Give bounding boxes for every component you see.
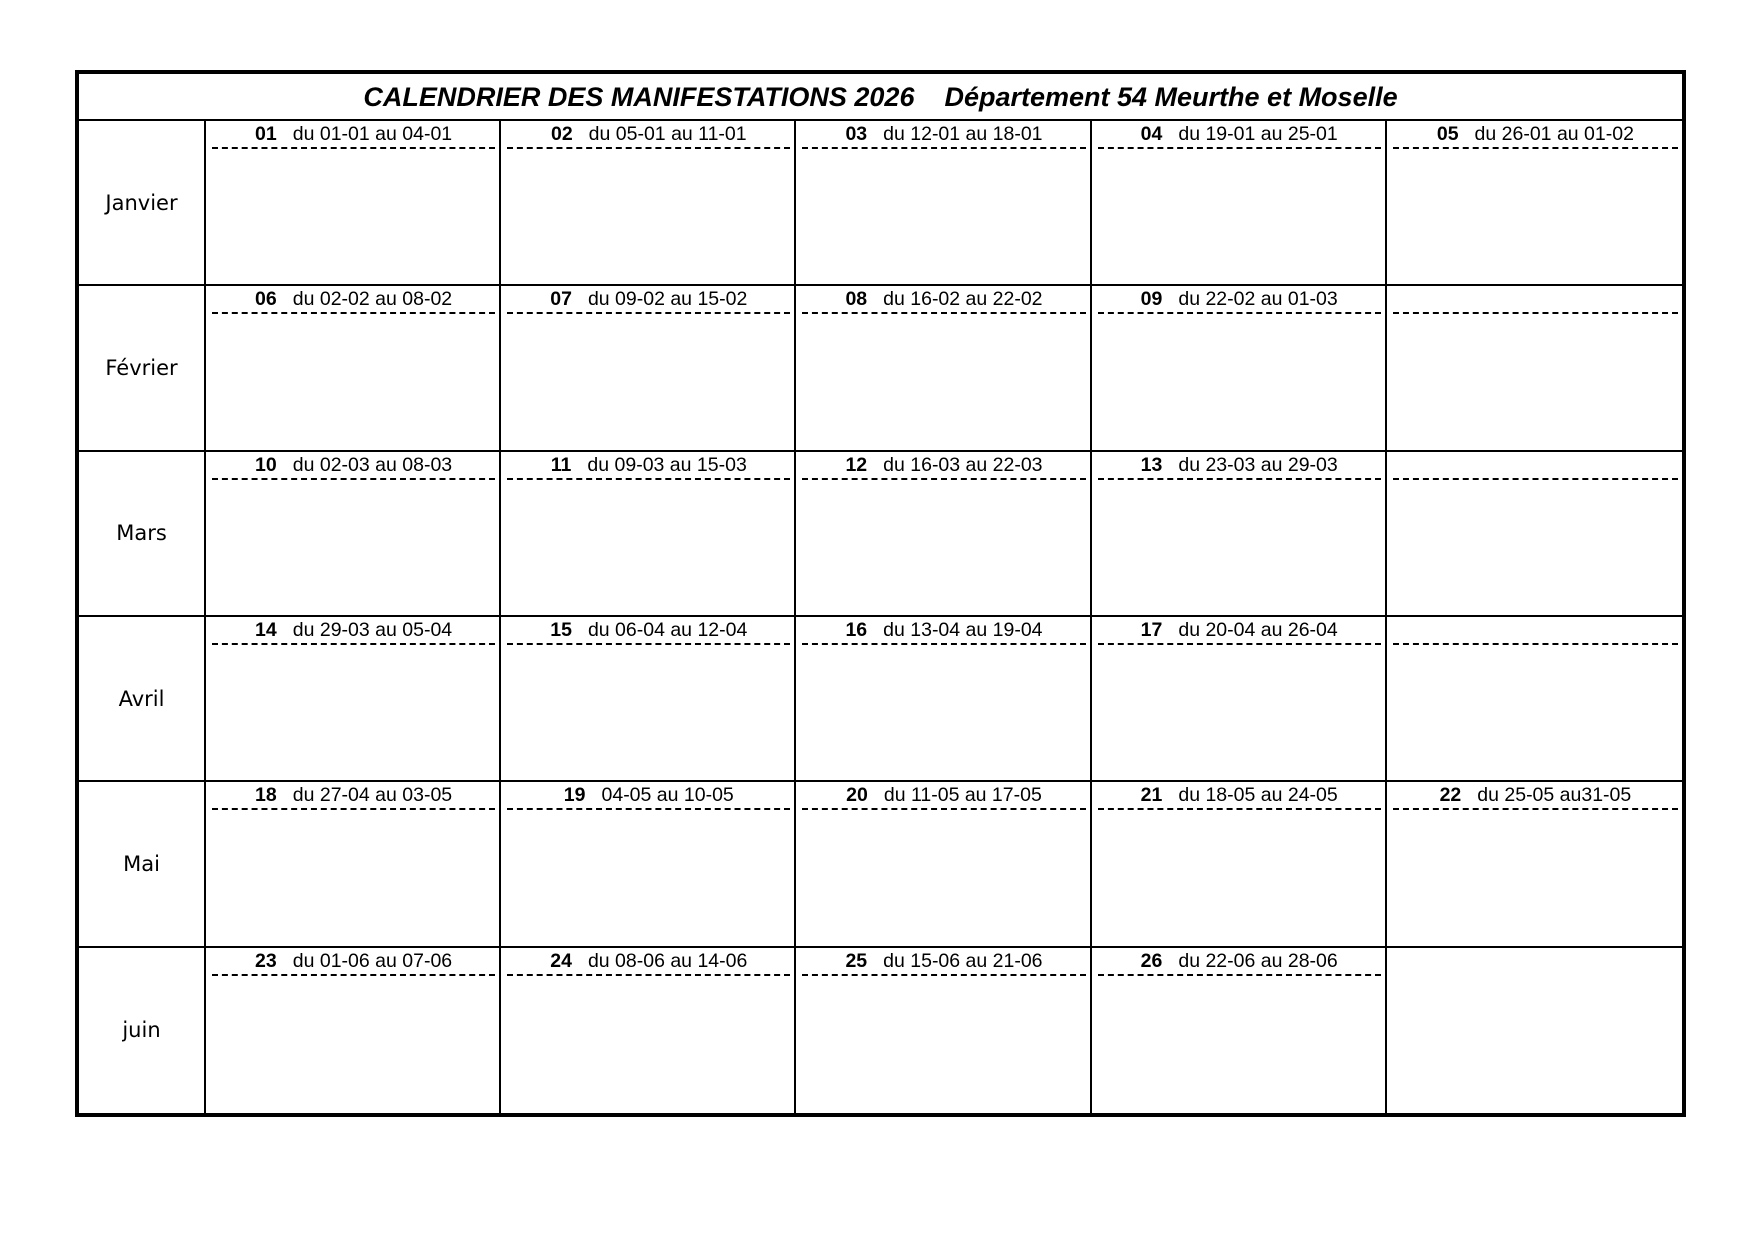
week-cell[interactable] [206, 121, 501, 286]
week-cell[interactable] [796, 948, 1091, 1113]
week-range: du 01-01 au 04-01 [292, 123, 453, 145]
week-number: 02 [550, 123, 573, 145]
week-cell-empty[interactable] [1387, 948, 1682, 1113]
week-header [507, 617, 790, 645]
week-header [1098, 121, 1381, 149]
week-header [802, 782, 1085, 810]
week-number: 04 [1140, 123, 1163, 145]
week-range: du 16-03 au 22-03 [883, 453, 1043, 476]
week-cell[interactable] [501, 782, 796, 947]
week-number: 12 [845, 453, 868, 476]
week-range: du 01-06 au 07-06 [292, 949, 453, 972]
week-cell[interactable] [796, 452, 1091, 617]
week-number: 24 [550, 949, 572, 972]
week-range: du 12-01 au 18-01 [883, 123, 1043, 145]
week-number: 25 [845, 949, 868, 972]
week-header-empty [1393, 948, 1678, 974]
week-number: 20 [846, 784, 868, 807]
week-range: 04-05 au 10-05 [601, 784, 734, 807]
week-header [802, 452, 1085, 480]
week-header [1098, 948, 1381, 976]
week-number: 05 [1436, 123, 1459, 145]
title-department: Département 54 Meurthe et Moselle [944, 82, 1398, 112]
week-header [802, 286, 1085, 314]
week-header [1098, 617, 1381, 645]
week-header [212, 617, 495, 645]
week-range: du 09-02 au 15-02 [587, 288, 748, 311]
week-cell[interactable] [796, 782, 1091, 947]
week-cell[interactable] [1387, 782, 1682, 947]
week-number: 17 [1140, 618, 1163, 641]
week-range: du 13-04 au 19-04 [883, 618, 1043, 641]
week-header [507, 121, 790, 149]
week-header-empty [1393, 452, 1678, 480]
week-number: 08 [845, 288, 868, 311]
week-header [802, 121, 1085, 149]
week-header [212, 452, 495, 480]
month-label: Janvier [79, 121, 206, 286]
week-header [1098, 782, 1381, 810]
calendar-sheet [75, 70, 1686, 1117]
week-number: 16 [845, 618, 868, 641]
week-header [802, 948, 1085, 976]
week-range: du 25-05 au31-05 [1477, 784, 1632, 807]
week-range: du 26-01 au 01-02 [1474, 123, 1634, 145]
week-number: 19 [563, 784, 586, 807]
week-cell-empty[interactable] [1387, 617, 1682, 782]
week-number: 15 [550, 618, 572, 641]
week-cell[interactable] [501, 452, 796, 617]
week-number: 26 [1140, 949, 1163, 972]
week-header [212, 948, 495, 976]
week-range: du 23-03 au 29-03 [1178, 453, 1338, 476]
week-cell[interactable] [206, 286, 501, 451]
week-number: 09 [1140, 288, 1163, 311]
week-header [212, 286, 495, 314]
week-header [507, 948, 790, 976]
week-range: du 22-02 au 01-03 [1178, 288, 1338, 311]
week-number: 13 [1140, 453, 1163, 476]
week-header-empty [1393, 286, 1678, 314]
week-header [802, 617, 1085, 645]
week-cell[interactable] [206, 452, 501, 617]
week-range: du 20-04 au 26-04 [1178, 618, 1338, 641]
week-number: 07 [550, 288, 572, 311]
week-range: du 16-02 au 22-02 [883, 288, 1043, 311]
week-number: 01 [255, 123, 277, 145]
calendar-grid [79, 121, 1682, 1113]
month-label: Mars [79, 452, 206, 617]
week-cell[interactable] [1092, 121, 1387, 286]
week-range: du 06-04 au 12-04 [587, 618, 748, 641]
week-cell[interactable] [501, 121, 796, 286]
week-cell[interactable] [1092, 452, 1387, 617]
week-cell[interactable] [796, 617, 1091, 782]
week-header [507, 782, 790, 810]
week-header [1098, 452, 1381, 480]
week-cell[interactable] [1092, 782, 1387, 947]
week-number: 18 [255, 784, 277, 807]
week-cell-empty[interactable] [1387, 452, 1682, 617]
week-cell[interactable] [1092, 286, 1387, 451]
week-range: du 02-02 au 08-02 [292, 288, 453, 311]
week-cell[interactable] [206, 617, 501, 782]
week-cell[interactable] [501, 286, 796, 451]
week-cell-empty[interactable] [1387, 286, 1682, 451]
week-cell[interactable] [501, 617, 796, 782]
week-range: du 02-03 au 08-03 [292, 453, 453, 476]
week-number: 03 [845, 123, 868, 145]
month-label: Février [79, 286, 206, 451]
week-cell[interactable] [796, 121, 1091, 286]
month-label: Avril [79, 617, 206, 782]
month-label: juin [79, 948, 206, 1113]
week-range: du 05-01 au 11-01 [588, 123, 747, 145]
week-cell[interactable] [206, 782, 501, 947]
week-cell[interactable] [206, 948, 501, 1113]
week-header [212, 121, 495, 149]
week-header-empty [1393, 617, 1678, 645]
week-header [1393, 121, 1678, 149]
month-label: Mai [79, 782, 206, 947]
week-number: 14 [255, 618, 277, 641]
week-cell[interactable] [1092, 617, 1387, 782]
week-range: du 22-06 au 28-06 [1178, 949, 1338, 972]
week-range: du 11-05 au 17-05 [883, 784, 1042, 807]
week-number: 11 [550, 453, 572, 476]
calendar-title [79, 74, 1682, 121]
week-range: du 09-03 au 15-03 [587, 453, 747, 476]
week-header [507, 452, 790, 480]
title-main: CALENDRIER DES MANIFESTATIONS 2026 [363, 82, 915, 112]
week-cell[interactable] [796, 286, 1091, 451]
week-cell[interactable] [1092, 948, 1387, 1113]
week-header [212, 782, 495, 810]
week-range: du 08-06 au 14-06 [587, 949, 748, 972]
week-number: 23 [255, 949, 277, 972]
week-range: du 19-01 au 25-01 [1178, 123, 1338, 145]
week-cell[interactable] [501, 948, 796, 1113]
week-header [507, 286, 790, 314]
week-number: 06 [255, 288, 277, 311]
week-range: du 18-05 au 24-05 [1178, 784, 1338, 807]
week-range: du 29-03 au 05-04 [292, 618, 453, 641]
week-header [1393, 782, 1678, 810]
week-number: 21 [1140, 784, 1163, 807]
week-header [1098, 286, 1381, 314]
week-number: 22 [1439, 784, 1462, 807]
week-range: du 27-04 au 03-05 [292, 784, 453, 807]
week-number: 10 [255, 453, 277, 476]
week-range: du 15-06 au 21-06 [883, 949, 1043, 972]
week-cell[interactable] [1387, 121, 1682, 286]
